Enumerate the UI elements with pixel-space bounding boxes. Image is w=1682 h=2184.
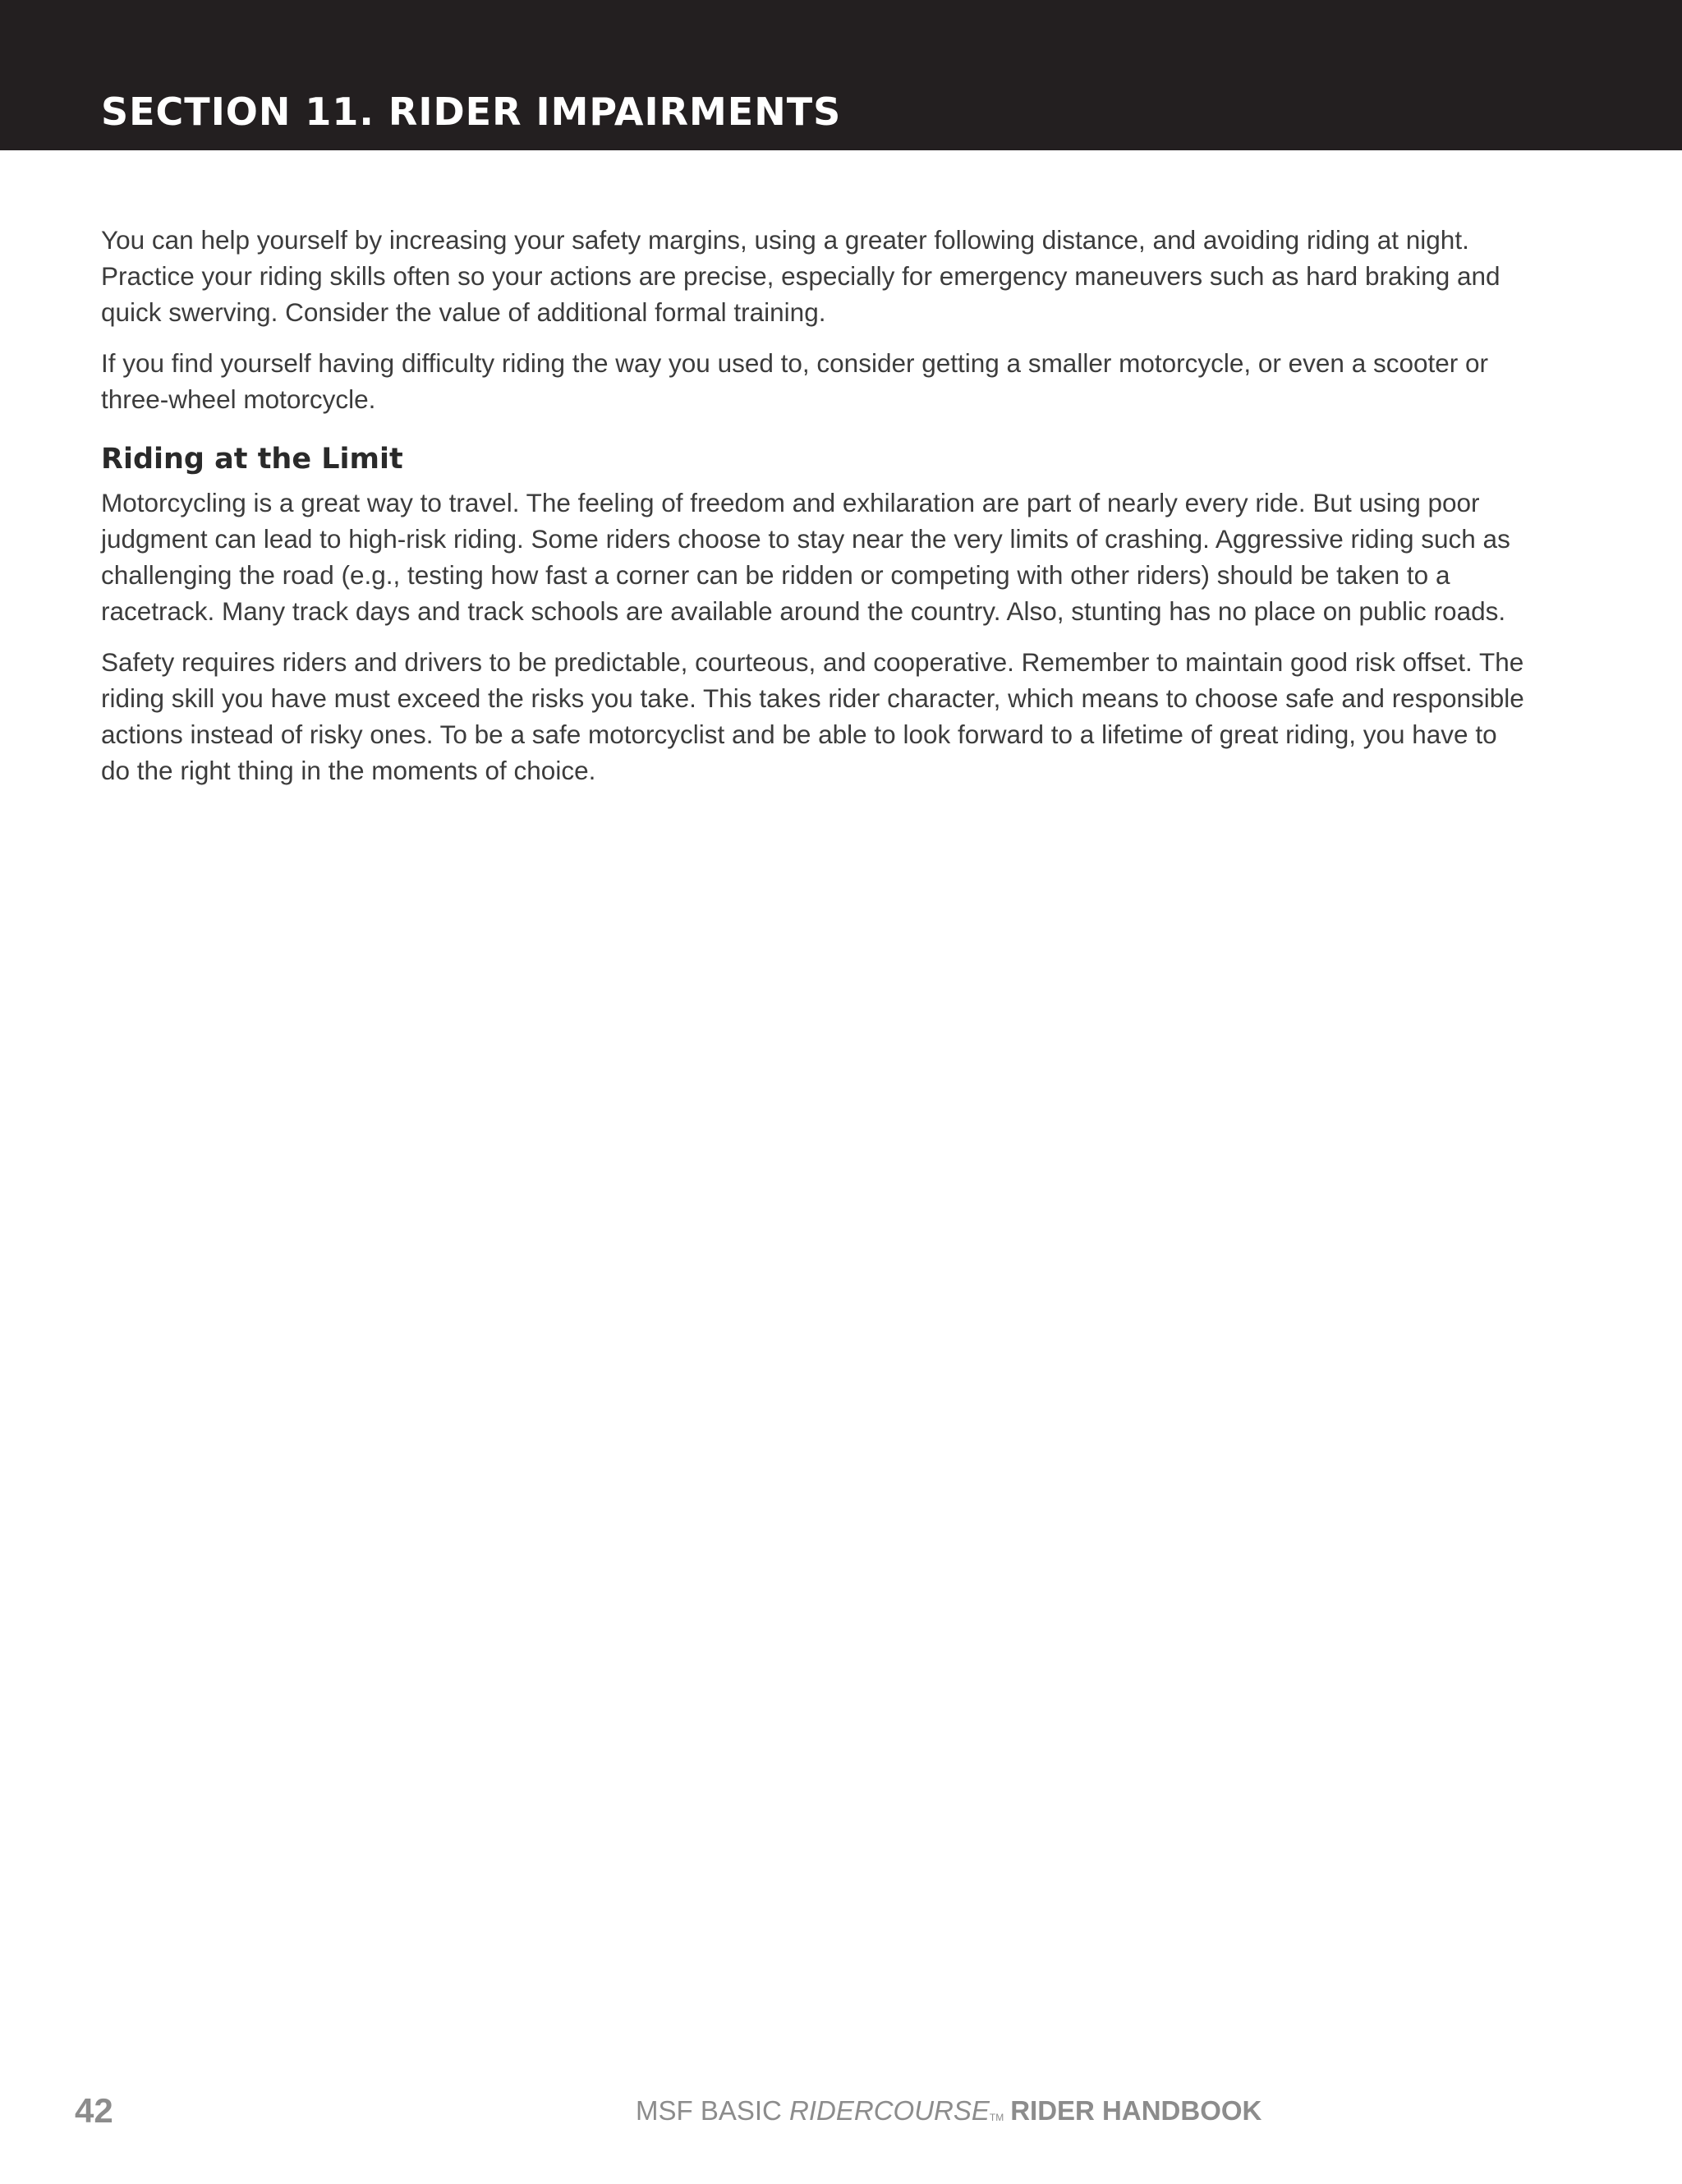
section-title: SECTION 11. RIDER IMPAIRMENTS	[101, 90, 842, 134]
paragraph-smaller-motorcycle: If you find yourself having difficulty riding the way you used to, consider getting a smaller motorcycle, or even a scooter or three-wheel motorcycle.	[101, 348, 1489, 414]
subheading-riding-at-the-limit: Riding at the Limit	[101, 443, 403, 476]
paragraph-high-risk-riding: Motorcycling is a great way to travel. The feeling of freedom and exhilaration are part of nearly every ride. But using poor judgment can lead to high-risk riding. Some riders choose to stay near the very limits of crashing. Aggressive riding such as challenging the road (e.g., testing how fast a corner can be ridden or competing with other riders) should be taken to a racetrack. Many track days and track schools are available around the country. Also, stunting has no place on public roads.	[101, 488, 1510, 626]
page-number: 42	[75, 2091, 113, 2130]
trademark-mark: TM	[989, 2112, 1004, 2123]
page-content	[101, 222, 1530, 803]
paragraph-rider-character: Safety requires riders and drivers to be predictable, courteous, and cooperative. Remember to maintain good risk offset. The riding skill you have must exceed the risks you take. This takes rider character, which means to choose safe and responsible actions instead of risky ones. To be a safe motorcyclist and be able to look forward to a lifetime of great riding, you have to do the right thing in the moments of choice.	[101, 647, 1524, 785]
paragraph-safety-margins: You can help yourself by increasing your safety margins, using a greater following distance, and avoiding riding at night. Practice your riding skills often so your actions are precise, especially for emergency maneuvers such as hard braking and quick swerving. Consider the value of additional formal training.	[101, 225, 1500, 327]
footer-title-suffix: RIDER HANDBOOK	[1010, 2095, 1262, 2126]
footer-title-ridercourse: RIDERCOURSE	[789, 2095, 990, 2126]
footer-book-title	[636, 2086, 1262, 2136]
footer-title-prefix: MSF BASIC	[636, 2095, 790, 2126]
page-footer	[0, 2086, 1682, 2136]
section-header-bar	[0, 0, 1682, 150]
